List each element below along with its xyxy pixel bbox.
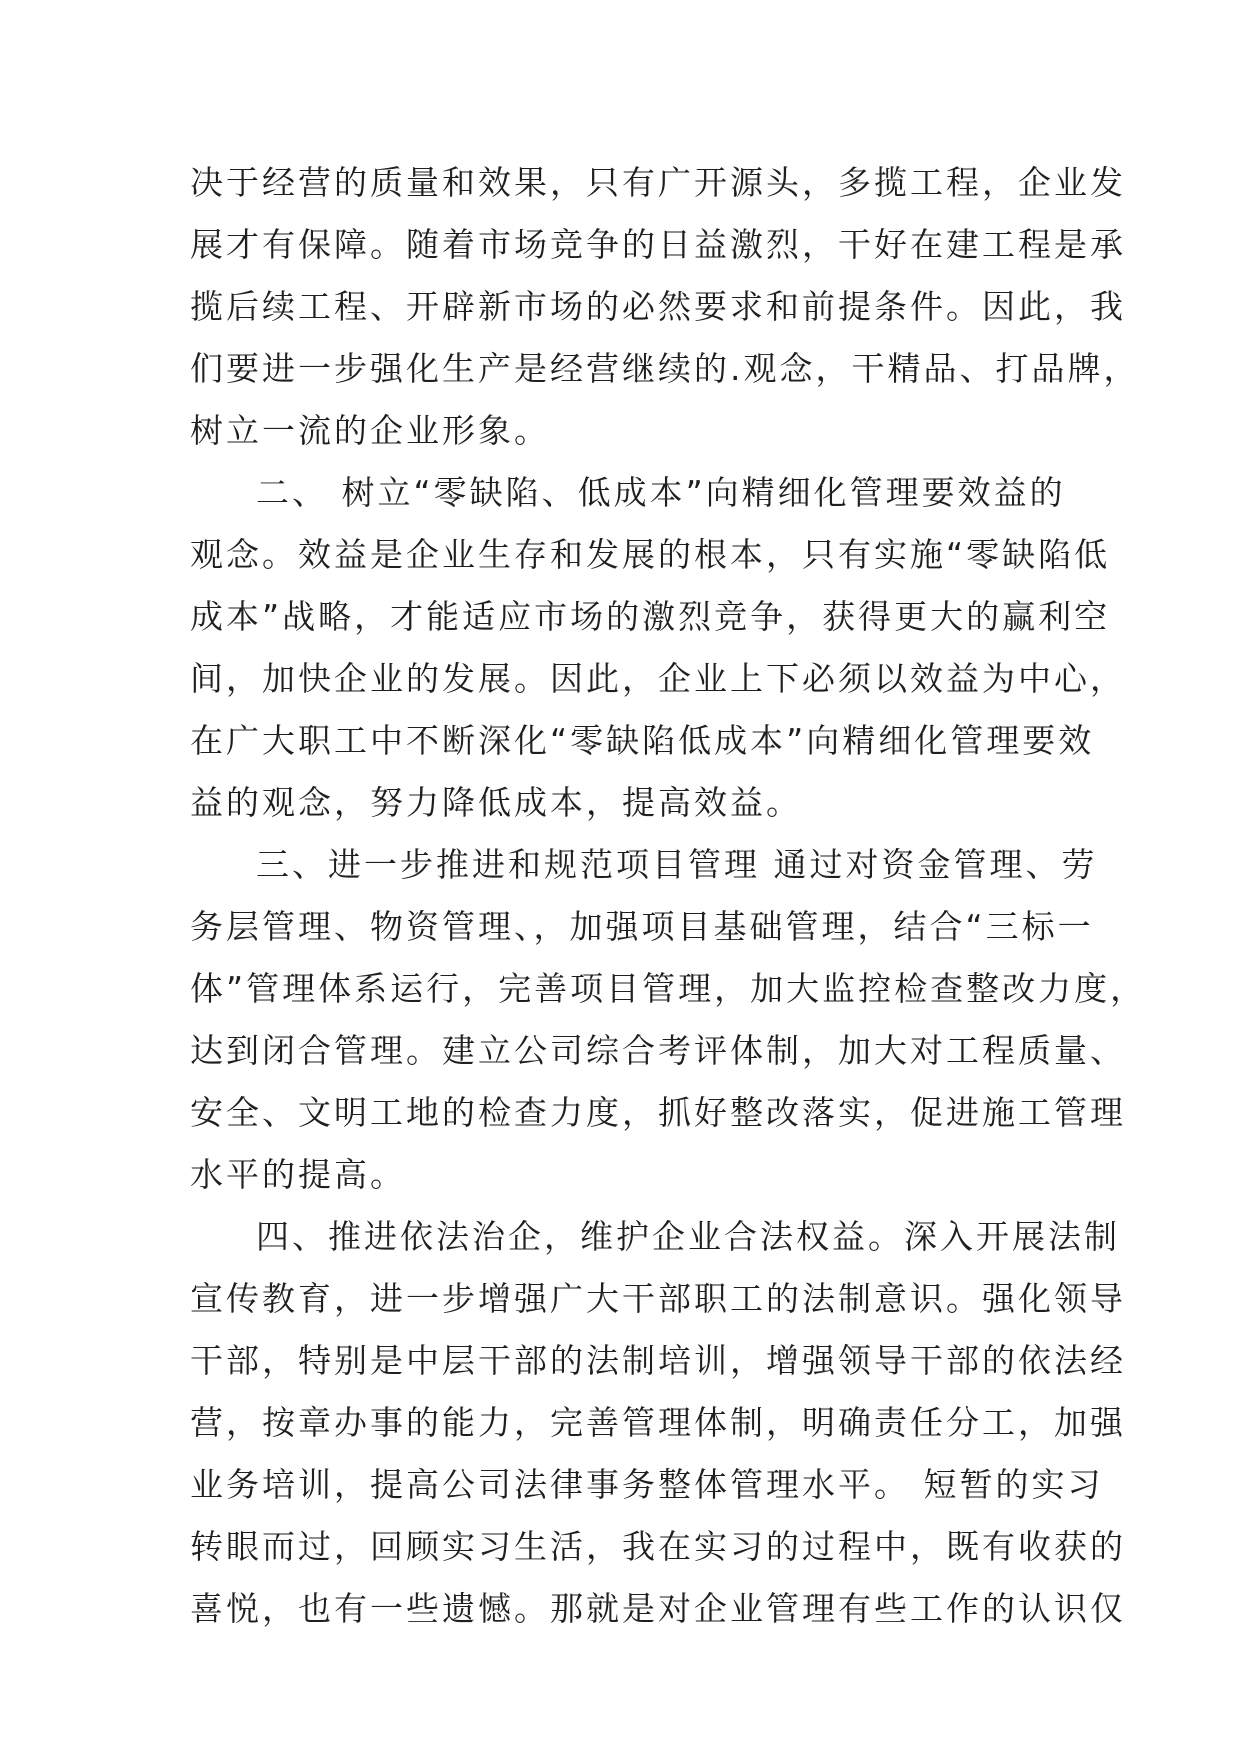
text-line: 益的观念，努力降低成本，提高效益。 <box>190 783 802 822</box>
text-line: 业务培训，提高公司法律事务整体管理水平。 短暂的实习 <box>190 1465 1104 1504</box>
text-line: 成本”战略，才能适应市场的激烈竞争，获得更大的赢利空 <box>190 597 1111 636</box>
text-line: 达到闭合管理。建立公司综合考评体制，加大对工程质量、 <box>190 1031 1126 1070</box>
text-line: 树立一流的企业形象。 <box>190 411 550 450</box>
text-line: 干部，特别是中层干部的法制培训，增强领导干部的依法经 <box>190 1341 1126 1380</box>
section-four-heading-line: 四、推进依法治企，维护企业合法权益。深入开展法制 <box>256 1217 1120 1256</box>
text-line: 营，按章办事的能力，完善管理体制，明确责任分工，加强 <box>190 1403 1126 1442</box>
text-line: 安全、文明工地的检查力度，抓好整改落实，促进施工管理 <box>190 1093 1126 1132</box>
text-line: 水平的提高。 <box>190 1155 406 1194</box>
text-line: 决于经营的质量和效果，只有广开源头，多揽工程，企业发 <box>190 163 1126 202</box>
text-line: 们要进一步强化生产是经营继续的.观念，干精品、打品牌， <box>190 349 1140 388</box>
text-line: 宣传教育，进一步增强广大干部职工的法制意识。强化领导 <box>190 1279 1126 1318</box>
section-three-heading-line: 三、进一步推进和规范项目管理 通过对资金管理、劳 <box>256 845 1098 884</box>
text-line: 间，加快企业的发展。因此，企业上下必须以效益为中心， <box>190 659 1126 698</box>
text-line: 体”管理体系运行，完善项目管理，加大监控检查整改力度， <box>190 969 1147 1008</box>
section-two-heading-line: 二、 树立“零缺陷、低成本”向精细化管理要效益的 <box>256 473 1066 512</box>
text-line: 喜悦，也有一些遗憾。那就是对企业管理有些工作的认识仅 <box>190 1589 1126 1628</box>
text-line: 展才有保障。随着市场竞争的日益激烈，干好在建工程是承 <box>190 225 1126 264</box>
text-line: 观念。效益是企业生存和发展的根本，只有实施“零缺陷低 <box>190 535 1111 574</box>
text-line: 务层管理、物资管理、，加强项目基础管理，结合“三标一 <box>190 907 1094 946</box>
text-line: 在广大职工中不断深化“零缺陷低成本”向精细化管理要效 <box>190 721 1095 760</box>
text-line: 转眼而过，回顾实习生活，我在实习的过程中，既有收获的 <box>190 1527 1126 1566</box>
text-line: 揽后续工程、开辟新市场的必然要求和前提条件。因此，我 <box>190 287 1126 326</box>
document-body <box>190 152 1147 1640</box>
